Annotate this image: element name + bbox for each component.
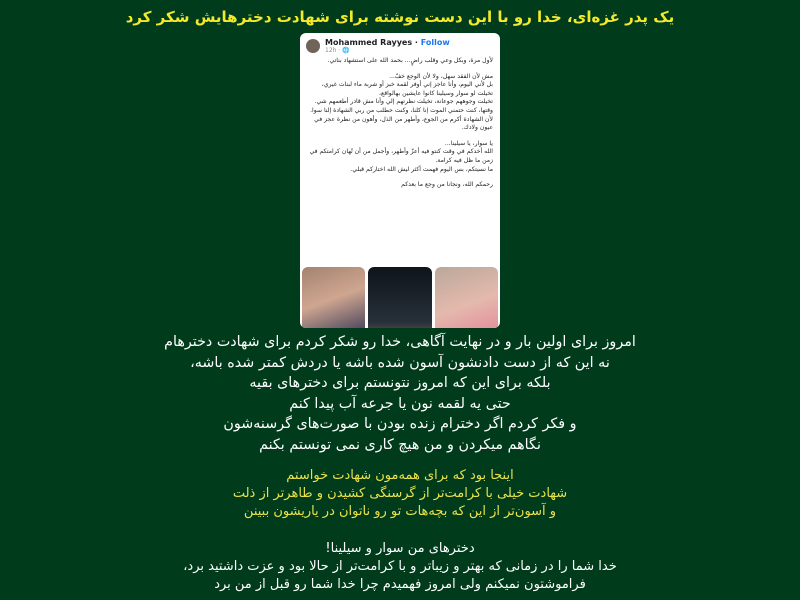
paragraph-white-1	[0, 332, 800, 455]
post-paragraph	[307, 57, 493, 66]
post-paragraph	[307, 140, 493, 174]
post-line: لأول مرة، وبكل وعي وقلب راضٍ... بحمد الله على استشهاد بناتي.	[327, 57, 493, 64]
post-line: لأن الشهادة أكرم من الجوع، وأطهر من الذل، وأهون من نظرة عجز في عيون ولادك.	[314, 115, 493, 132]
globe-icon: 🌐	[342, 47, 350, 54]
separator: ·	[412, 38, 421, 47]
text-line: دخترهای من سوار و سیلینا!	[325, 541, 475, 556]
text-line: اینجا بود که برای همه‌مون شهادت خواستم	[286, 468, 514, 483]
photo-father[interactable]	[368, 267, 431, 328]
post-line: وقتها، كنت حتمني الموت إنا كلنا، وكنت حطلب من ربي الشهادة إلنا سوا.	[310, 106, 493, 114]
text-line: حتی یه لقمه نون یا جرعه آب پیدا کنم	[289, 395, 511, 412]
photo-grid	[300, 267, 500, 328]
text-line: نگاهم میکردن و من هیچ کاری نمی تونستم بکنم	[259, 436, 541, 453]
follow-button[interactable]: Follow	[420, 38, 450, 47]
text-line: امروز برای اولین بار و در نهایت آگاهی، خدا رو شکر کردم برای شهادت دخترهام	[164, 334, 636, 350]
post-paragraph	[307, 73, 493, 133]
post-line: مش لأن الفقد سهل، ولا لأن الوجع خفّ...	[389, 72, 493, 80]
text-line: بلکه برای این که امروز نتونستم برای دخترهای بقیه	[249, 375, 551, 391]
post-line: يا سوار، يا سيلينا...	[444, 139, 493, 147]
text-line: و آسون‌تر از این که بچه‌هات تو رو ناتوان در یاریشون ببینن	[243, 504, 557, 519]
post-line: رحمكم الله، ونجانا من وجع ما بعدكم	[401, 181, 493, 189]
post-paragraph	[307, 181, 493, 190]
author-avatar[interactable]	[306, 39, 320, 53]
photo-girl[interactable]	[302, 267, 365, 328]
post-body	[300, 54, 500, 190]
photo-baby[interactable]	[435, 267, 498, 328]
paragraph-yellow	[0, 467, 800, 521]
post-line: تخيلت لو سوار وسيلينا كانوا عايشين بهالواقع،	[378, 89, 493, 97]
post-line: ما نسيتكم، بس اليوم فهمت أكثر ليش الله اختاركم قبلي.	[350, 165, 493, 173]
author-name[interactable]: Mohammed Rayyes	[325, 38, 413, 47]
post-header	[300, 33, 500, 54]
text-line: و فکر کردم اگر دخترام زنده بودن با صورت‌های گرسنه‌شون	[223, 416, 577, 432]
text-line: شهادت خیلی با کرامت‌تر از گرسنگی کشیدن و طاهرتر از ذلت	[232, 486, 568, 501]
post-time[interactable]: 12h ·	[325, 47, 343, 54]
post-line: تخيلت وجوههم جوعانة، تخيلت نظرتهم إلي وأنا مش قادر أطعمهم شي.	[314, 98, 493, 106]
text-line: فراموشتون نمیکنم ولی امروز فهمیدم چرا خدا شما رو قبل از من برد	[214, 577, 586, 592]
text-line: خدا شما را در زمانی که بهتر و زیباتر و با کرامت‌تر از حالا بود و عزت داشتید برد،	[183, 559, 617, 574]
post-line: الله أخدكم في وقت كنتو فيه أعزّ وأطهر، وأجمل من أن تُهان كرامتكم في زمن ما ظل فيه كرامة.	[309, 148, 493, 164]
page-title: یک پدر غزه‌ای، خدا رو با این دست نوشته برای شهادت دخترهایش شکر کرد	[125, 8, 675, 26]
paragraph-white-2	[0, 540, 800, 594]
text-line: نه این که از دست دادنشون آسون شده باشه یا دردش کمتر شده باشه،	[190, 354, 610, 371]
post-line: بل لأني اليوم، وأنا عاجز إني أوفر لقمة خبز أو شربة ماء لبنات غيري،	[321, 81, 493, 89]
facebook-post-card	[300, 33, 500, 328]
